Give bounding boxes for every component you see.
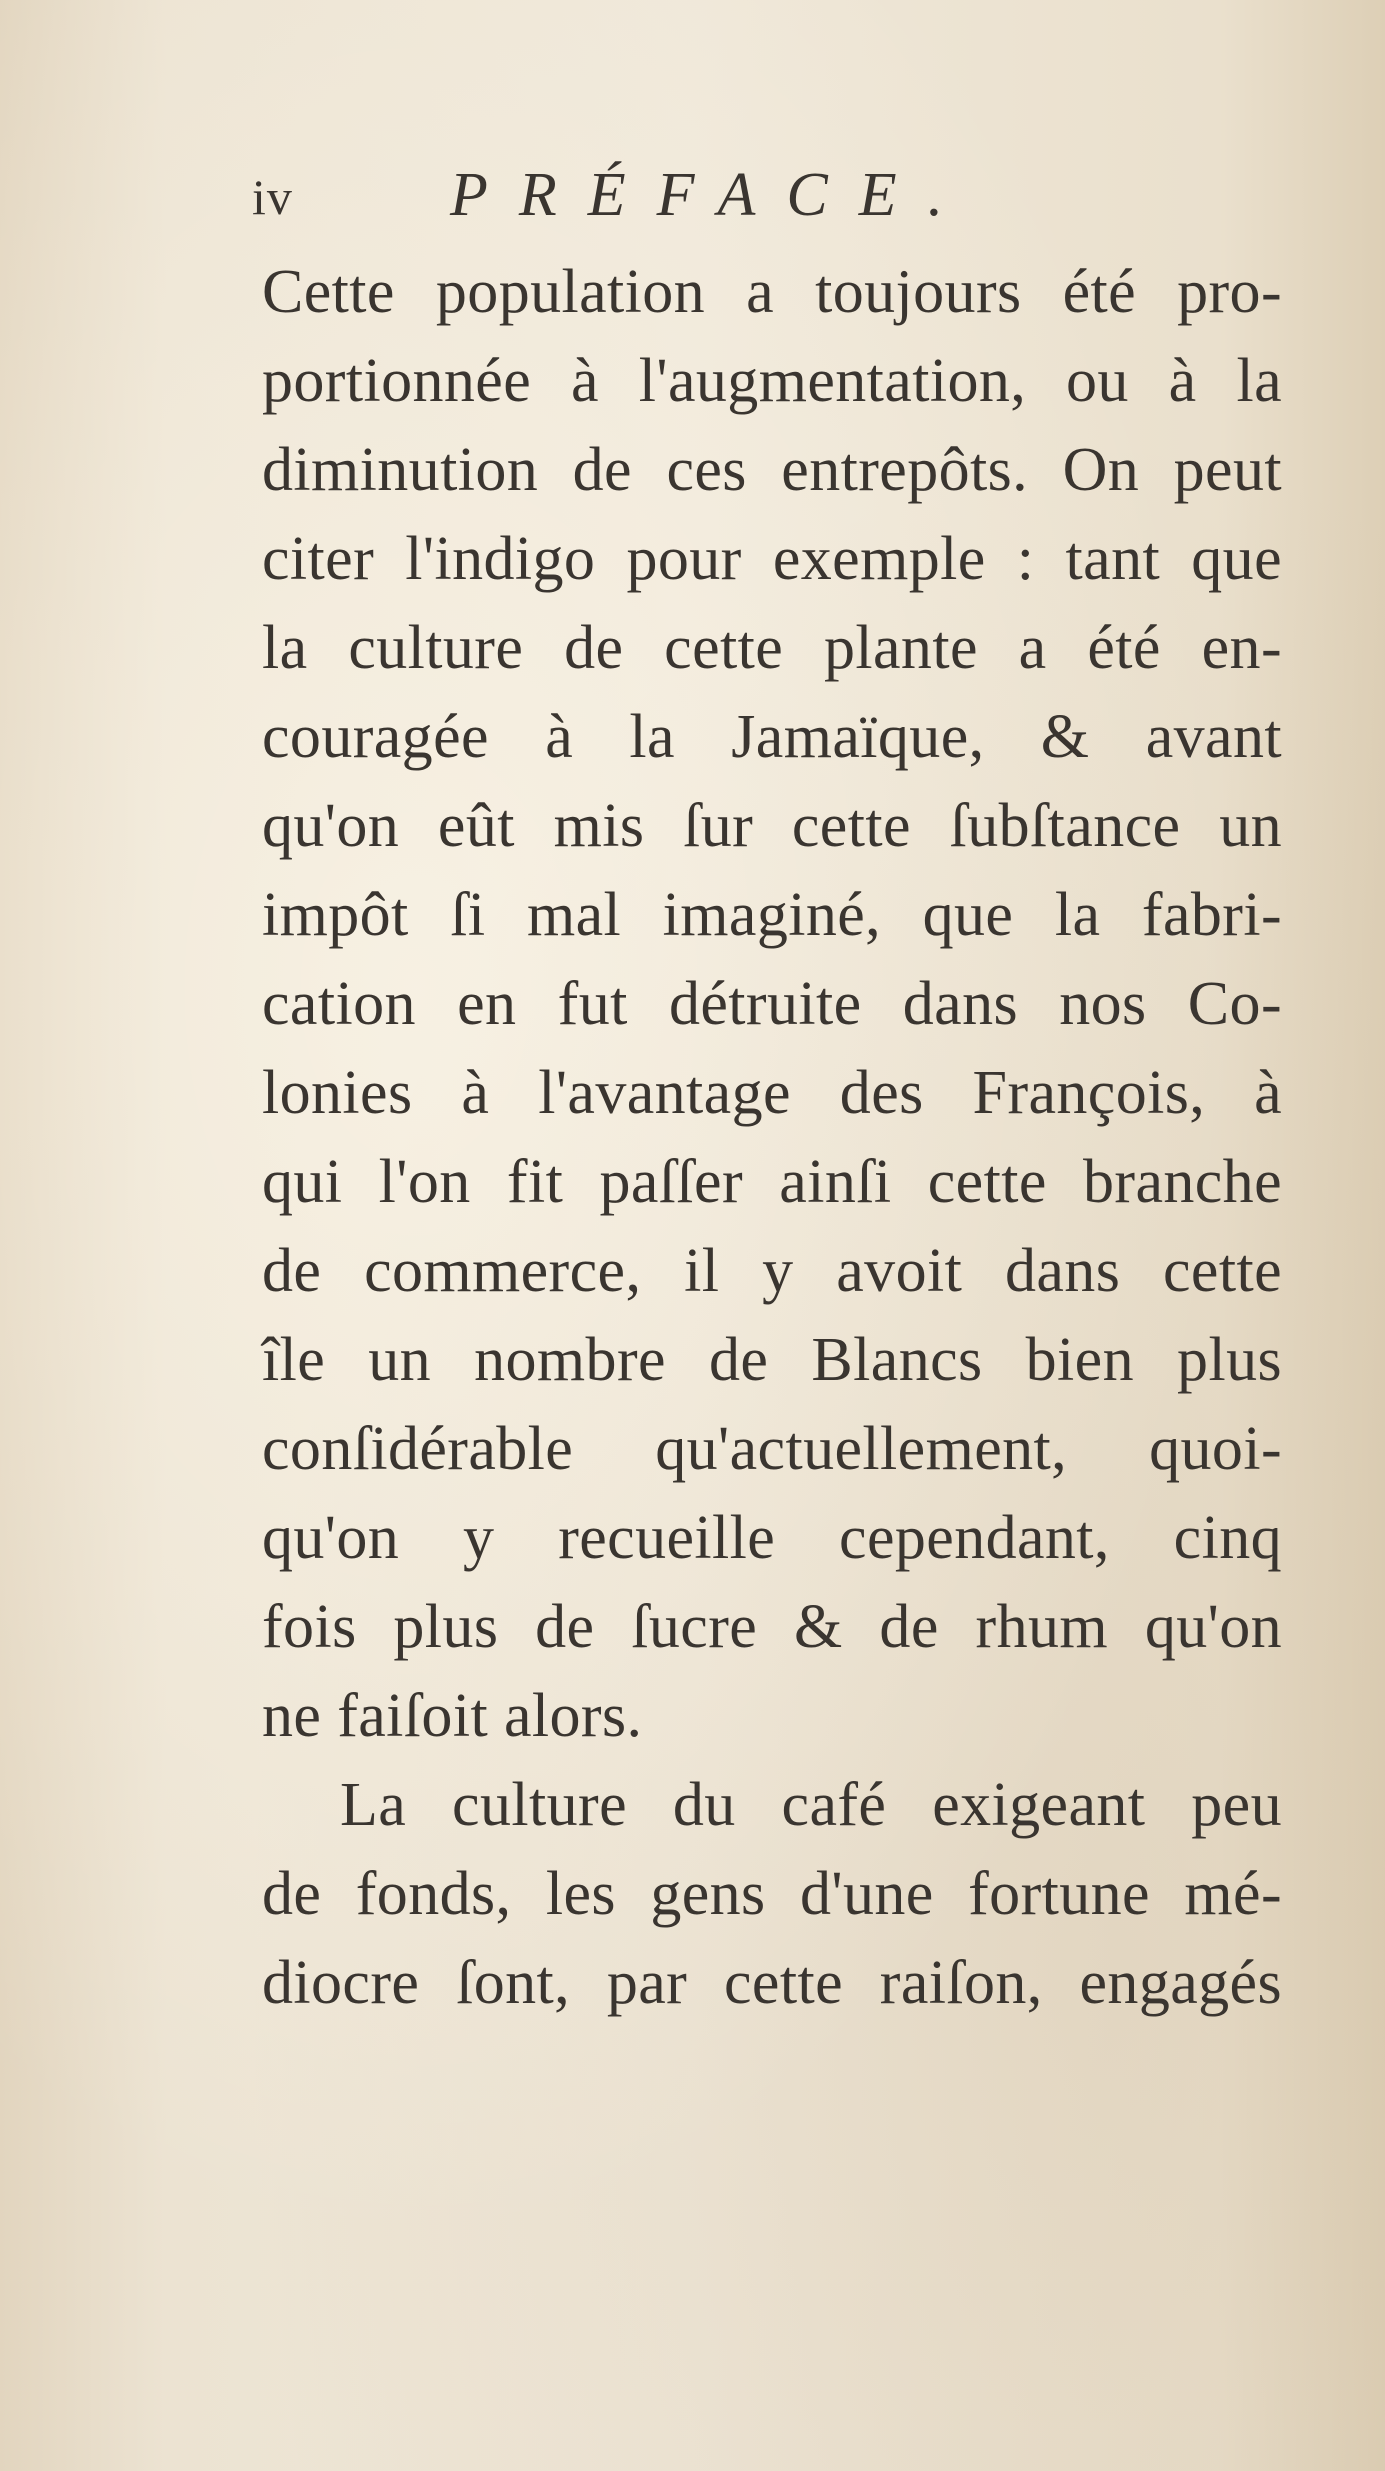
text-line: diocre ſont, par cette raiſon, engagés xyxy=(262,1949,1282,2017)
page-number: iv xyxy=(252,169,293,225)
text-line: de commerce, il y avoit dans cette xyxy=(262,1237,1282,1305)
text-line: impôt ſi mal imaginé, que la fabri- xyxy=(262,881,1282,949)
text-line: la culture de cette plante a été en- xyxy=(262,614,1282,682)
text-line: lonies à l'avantage des François, à xyxy=(262,1059,1282,1127)
text-line: qui l'on fit paſſer ainſi cette branche xyxy=(262,1148,1282,1216)
text-line: île un nombre de Blancs bien plus xyxy=(262,1326,1282,1394)
text-line: ne faiſoit alors. xyxy=(262,1682,643,1750)
running-title: PRÉFACE. xyxy=(450,161,975,229)
text-line: Cette population a toujours été pro- xyxy=(262,258,1282,326)
text-line: qu'on y recueille cependant, cinq xyxy=(262,1504,1282,1572)
text-line: La culture du café exigeant peu xyxy=(340,1771,1282,1839)
text-line: qu'on eût mis ſur cette ſubſtance un xyxy=(262,792,1282,860)
text-line: de fonds, les gens d'une fortune mé- xyxy=(262,1860,1282,1928)
text-line: cation en fut détruite dans nos Co- xyxy=(262,970,1282,1038)
body-text xyxy=(262,248,1282,2028)
text-line: couragée à la Jamaïque, & avant xyxy=(262,703,1282,771)
text-line: citer l'indigo pour exemple : tant que xyxy=(262,525,1282,593)
paragraph-2 xyxy=(262,1761,1282,2028)
paragraph-1 xyxy=(262,248,1282,1761)
text-line: fois plus de ſucre & de rhum qu'on xyxy=(262,1593,1282,1661)
text-line: conſidérable qu'actuellement, quoi- xyxy=(262,1415,1282,1483)
text-line: diminution de ces entrepôts. On peut xyxy=(262,436,1282,504)
page-header xyxy=(252,160,1112,240)
text-line: portionnée à l'augmentation, ou à la xyxy=(262,347,1282,415)
